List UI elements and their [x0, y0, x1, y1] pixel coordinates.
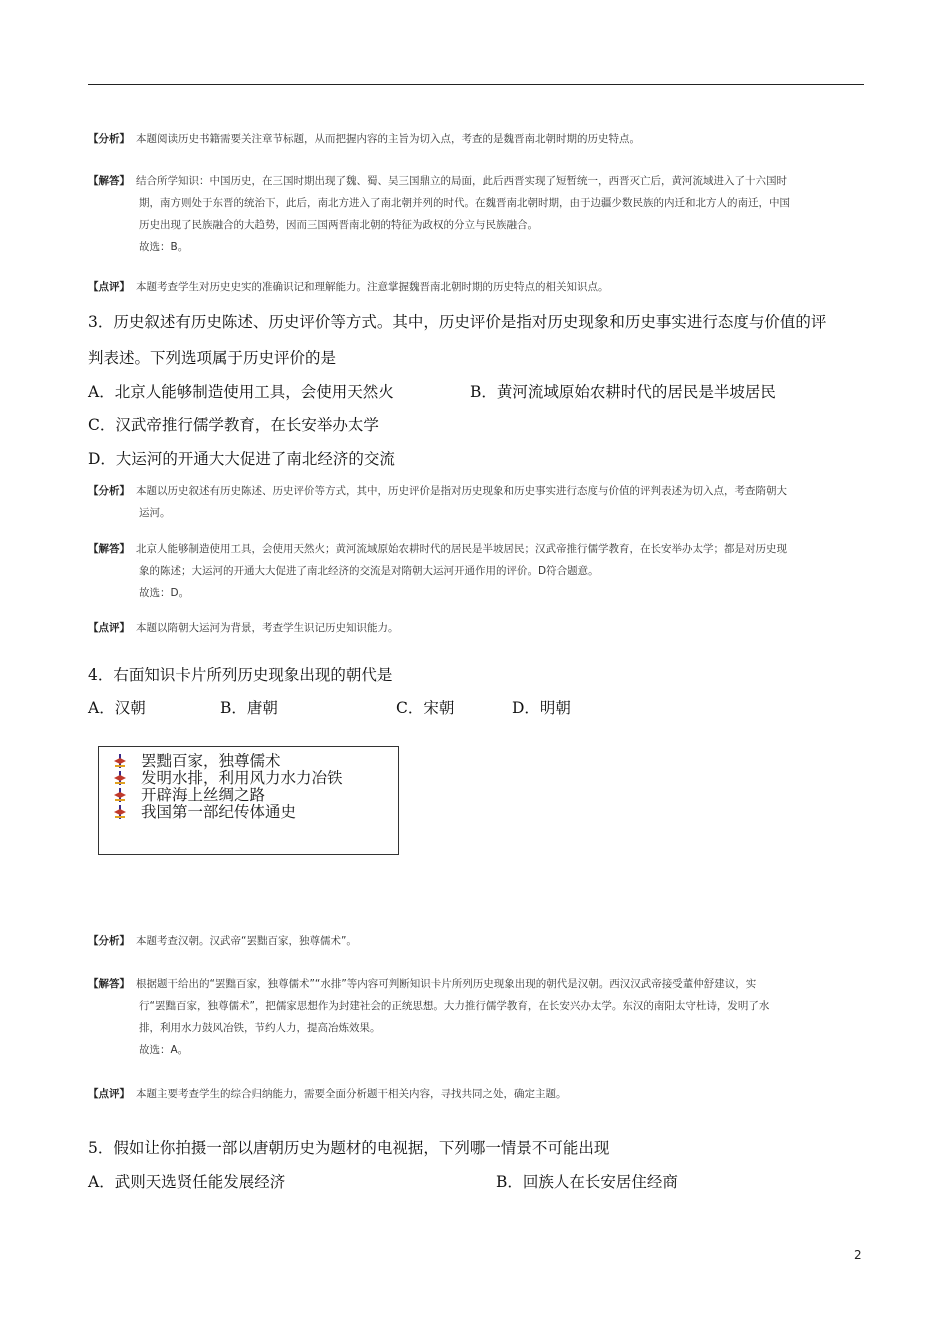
comment-text: 本题以隋朝大运河为背景，考查学生识记历史知识能力。 — [136, 622, 399, 634]
answer-line: 历史出现了民族融合的大趋势，因而三国两晋南北朝的特征为政权的分立与民族融合。 — [139, 219, 538, 231]
q5-stem: 5．假如让你拍摄一部以唐朝历史为题材的电视据，下列哪一情景不可能出现 — [88, 1139, 610, 1157]
q2-comment — [88, 276, 609, 298]
analysis-line: 本题以历史叙述有历史陈述、历史评价等方式，其中，历史评价是指对历史现象和历史事实进行态度与价值的评判表述为切入点，考查隋朝大 — [136, 485, 787, 497]
q4-stem: 4．右面知识卡片所列历史现象出现的朝代是 — [88, 666, 393, 684]
card-item — [113, 787, 265, 804]
analysis-tag: 【分析】 — [88, 133, 130, 145]
q3-comment — [88, 617, 399, 639]
answer-line: 根据题干给出的“罢黜百家，独尊儒术”“水排”等内容可判断知识卡片所列历史现象出现的朝代是汉朝。西汉汉武帝接受董仲舒建议，实 — [136, 978, 757, 990]
knowledge-card — [98, 746, 399, 855]
q4-option-c: C．宋朝 — [396, 699, 455, 717]
q3-answer — [88, 538, 948, 604]
answer-line: 象的陈述；大运河的开通大大促进了南北经济的交流是对隋朝大运河开通作用的评价。D符合题意。 — [139, 565, 599, 577]
q3-analysis — [88, 480, 948, 524]
q5-option-b: B．回族人在长安居住经商 — [496, 1173, 678, 1191]
analysis-text: 本题阅读历史书籍需要关注章节标题，从而把握内容的主旨为切入点，考查的是魏晋南北朝时期的历史特点。 — [136, 133, 640, 145]
card-item-text: 罢黜百家，独尊儒术 — [141, 752, 281, 770]
q2-analysis — [88, 128, 640, 150]
q3-stem-line1: 3．历史叙述有历史陈述、历史评价等方式。其中，历史评价是指对历史现象和历史事实进行态度与价值的评 — [88, 313, 827, 331]
q3-option-b: B．黄河流域原始农耕时代的居民是半坡居民 — [470, 383, 776, 401]
analysis-text: 本题考查汉朝。汉武帝“罢黜百家，独尊儒术”。 — [136, 935, 357, 947]
card-item — [113, 753, 281, 770]
answer-line: 故选：A。 — [139, 1044, 189, 1056]
analysis-tag: 【分析】 — [88, 935, 130, 947]
q3-option-c: C．汉武帝推行儒学教育，在长安举办太学 — [88, 416, 379, 434]
comment-tag: 【点评】 — [88, 281, 130, 293]
bullet-icon — [113, 771, 127, 785]
comment-text: 本题主要考查学生的综合归纳能力，需要全面分析题干相关内容，寻找共同之处，确定主题。 — [136, 1088, 567, 1100]
card-item — [113, 770, 343, 787]
q4-analysis — [88, 930, 357, 952]
bullet-icon — [113, 805, 127, 819]
comment-tag: 【点评】 — [88, 622, 130, 634]
card-item-text: 我国第一部纪传体通史 — [141, 803, 297, 821]
analysis-line: 运河。 — [139, 507, 171, 519]
answer-line: 北京人能够制造使用工具，会使用天然火；黄河流域原始农耕时代的居民是半坡居民；汉武帝推行儒学教育，在长安举办太学；都是对历史现 — [136, 543, 787, 555]
q3-option-a: A．北京人能够制造使用工具，会使用天然火 — [88, 383, 394, 401]
answer-line: 行“罢黜百家，独尊儒术”，把儒家思想作为封建社会的正统思想。大力推行儒学教育，在长安兴办太学。东汉的南阳太守杜诗，发明了水 — [139, 1000, 770, 1012]
card-item — [113, 804, 296, 821]
analysis-tag: 【分析】 — [88, 485, 130, 497]
q4-option-a: A．汉朝 — [88, 699, 146, 717]
q4-option-d: D．明朝 — [512, 699, 571, 717]
answer-tag: 【解答】 — [88, 978, 130, 990]
answer-line: 期，南方则处于东晋的统治下，此后，南北方进入了南北朝并列的时代。在魏晋南北朝时期，由于边疆少数民族的内迁和北方人的南迁，中国 — [139, 197, 790, 209]
q4-option-b: B．唐朝 — [220, 699, 278, 717]
q3-stem-line2: 判表述。下列选项属于历史评价的是 — [88, 349, 337, 367]
answer-line: 故选：B。 — [139, 241, 189, 253]
q4-comment — [88, 1083, 567, 1105]
card-item-text: 发明水排，利用风力水力冶铁 — [141, 769, 343, 787]
q4-answer — [88, 973, 948, 1061]
bullet-icon — [113, 754, 127, 768]
answer-tag: 【解答】 — [88, 175, 130, 187]
comment-text: 本题考查学生对历史史实的准确识记和理解能力。注意掌握魏晋南北朝时期的历史特点的相关知识点。 — [136, 281, 609, 293]
page-number: 2 — [854, 1248, 862, 1262]
answer-line: 排，利用水力鼓风冶铁，节约人力，提高冶炼效果。 — [139, 1022, 381, 1034]
answer-tag: 【解答】 — [88, 543, 130, 555]
comment-tag: 【点评】 — [88, 1088, 130, 1100]
card-item-text: 开辟海上丝绸之路 — [141, 786, 266, 804]
answer-line: 故选：D。 — [139, 587, 190, 599]
bullet-icon — [113, 788, 127, 802]
q5-option-a: A．武则天选贤任能发展经济 — [88, 1173, 286, 1191]
q3-option-d: D．大运河的开通大大促进了南北经济的交流 — [88, 450, 395, 468]
header-rule — [88, 84, 864, 85]
q2-answer — [88, 170, 948, 258]
answer-line: 结合所学知识：中国历史，在三国时期出现了魏、蜀、吴三国鼎立的局面，此后西晋实现了短暂统一，西晋灭亡后，黄河流域进入了十六国时 — [136, 175, 787, 187]
